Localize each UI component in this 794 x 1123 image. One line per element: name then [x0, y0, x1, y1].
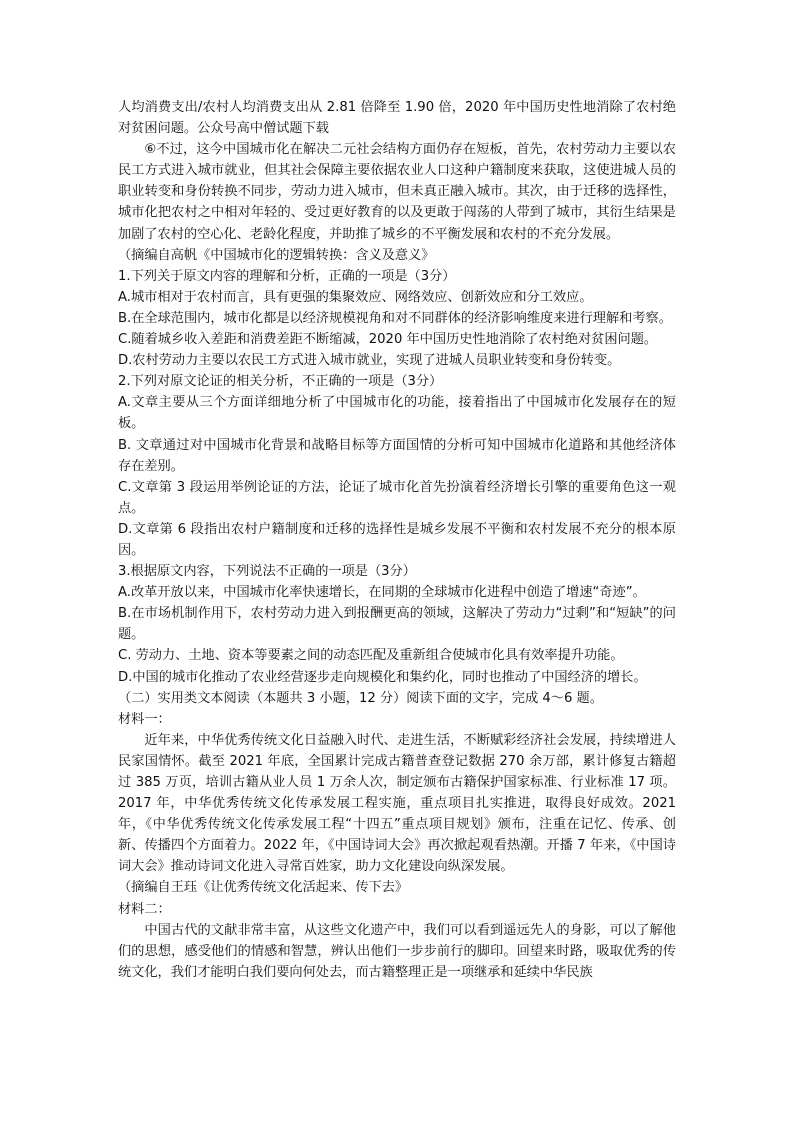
question-3-option-d: D.中国的城市化推动了农业经营逐步走向规模化和集约化，同时也推动了中国经济的增长。 [118, 669, 647, 685]
material-2-label: 材料二： [118, 901, 171, 917]
question-2-stem: 2.下列对原文论证的相关分析，不正确的一项是（3分） [118, 374, 443, 390]
question-2-option-a: A.文章主要从三个方面详细地分析了中国城市化的功能，接着指出了中国城市化发展存在的短板。 [118, 395, 676, 432]
material-2-text: 中国古代的文献非常丰富，从这些文化遗产中，我们可以看到遥远先人的身影，可以了解他们的思想，感受他们的情感和智慧，辨认出他们一步步前行的脚印。回望来时路，吸取优秀的传统文化，我们才能明白我们要向何处去，而古籍整理正是一项继承和延续中华民族 [118, 922, 676, 980]
material-1-label: 材料一： [118, 711, 171, 727]
material-1-source: （摘编自王珏《让优秀传统文化活起来、传下去》 [118, 880, 409, 896]
section-2-heading: （二）实用类文本阅读（本题共 3 小题，12 分）阅读下面的文字，完成 4～6 题。 [118, 690, 603, 706]
question-3-stem: 3.根据原文内容，下列说法不正确的一项是（3分） [118, 564, 416, 580]
question-3-option-b: B.在市场机制作用下，农村劳动力进入到报酬更高的领域，这解决了劳动力“过剩”和“短缺”的问题。 [118, 606, 676, 643]
material-1-text: 近年来，中华优秀传统文化日益融入时代、走进生活，不断赋彩经济社会发展，持续增进人民家国情怀。截至 2021 年底，全国累计完成古籍普查登记数据 270 余万部，累计修复古籍超过 385 万页，培训古籍从业人员 1 万余人次，制定颁布古籍保护国家标准、行业标准 17 项。2017 年，中华优秀传统文化传承发展工程实施，重点项目扎实推进，取得良好成效。2021 年，《中华优秀传统文化传承发展工程“十四五”重点项目规划》颁布，注重在记忆、传承、创新、传播四个方面着力。2022 年，《中国诗词大会》再次掀起观看热潮。开播 7 年来，《中国诗词大会》推动诗词文化进入寻常百姓家，助力文化建设向纵深发展。 [118, 732, 676, 875]
article-paragraph-continued: 人均消费支出/农村人均消费支出从 2.81 倍降至 1.90 倍，2020 年中国历史性地消除了农村绝对贫困问题。公众号高中僧试题下载 [118, 100, 676, 137]
question-3-option-c: C. 劳动力、土地、资本等要素之间的动态匹配及重新组合使城市化具有效率提升功能。 [118, 648, 624, 664]
question-1-option-b: B.在全球范围内，城市化都是以经济规模视角和对不同群体的经济影响维度来进行理解和考察。 [118, 310, 672, 326]
question-2-option-b: B. 文章通过对中国城市化背景和战略目标等方面国情的分析可知中国城市化道路和其他经济体存在差别。 [118, 437, 676, 474]
exam-page [118, 97, 676, 983]
question-1-option-d: D.农村劳动力主要以农民工方式进入城市就业，实现了进城人员职业转变和身份转变。 [118, 353, 621, 369]
article-paragraph-6: ⑥不过，这今中国城市化在解决二元社会结构方面仍存在短板，首先，农村劳动力主要以农民工方式进入城市就业，但其社会保障主要依据农业人口这种户籍制度来获取，这使进城人员的职业转变和身份转换不同步，劳动力进入城市，但未真正融入城市。其次，由于迁移的选择性，城市化把农村之中相对年轻的、受过更好教育的以及更敢于闯荡的人带到了城市，其衍生结果是加剧了农村的空心化、老龄化程度，并助推了城乡的不平衡发展和农村的不充分发展。 [118, 142, 676, 242]
question-1-option-a: A.城市相对于农村而言，具有更强的集聚效应、网络效应、创新效应和分工效应。 [118, 289, 593, 305]
question-1-stem: 1.下列关于原文内容的理解和分析，正确的一项是（3分） [118, 268, 456, 284]
question-2-option-d: D.文章第 6 段指出农村户籍制度和迁移的选择性是城乡发展不平衡和农村发展不充分的根本原因。 [118, 521, 676, 558]
article-source: （摘编自高帆《中国城市化的逻辑转换：含义及意义》 [118, 247, 435, 263]
question-2-option-c: C.文章第 3 段运用举例论证的方法，论证了城市化首先扮演着经济增长引擎的重要角色这一观点。 [118, 479, 676, 516]
question-3-option-a: A.改革开放以来，中国城市化率快速增长，在同期的全球城市化进程中创造了增速“奇迹”。 [118, 585, 646, 601]
question-1-option-c: C.随着城乡收入差距和消费差距不断缩减，2020 年中国历史性地消除了农村绝对贫困问题。 [118, 332, 658, 348]
